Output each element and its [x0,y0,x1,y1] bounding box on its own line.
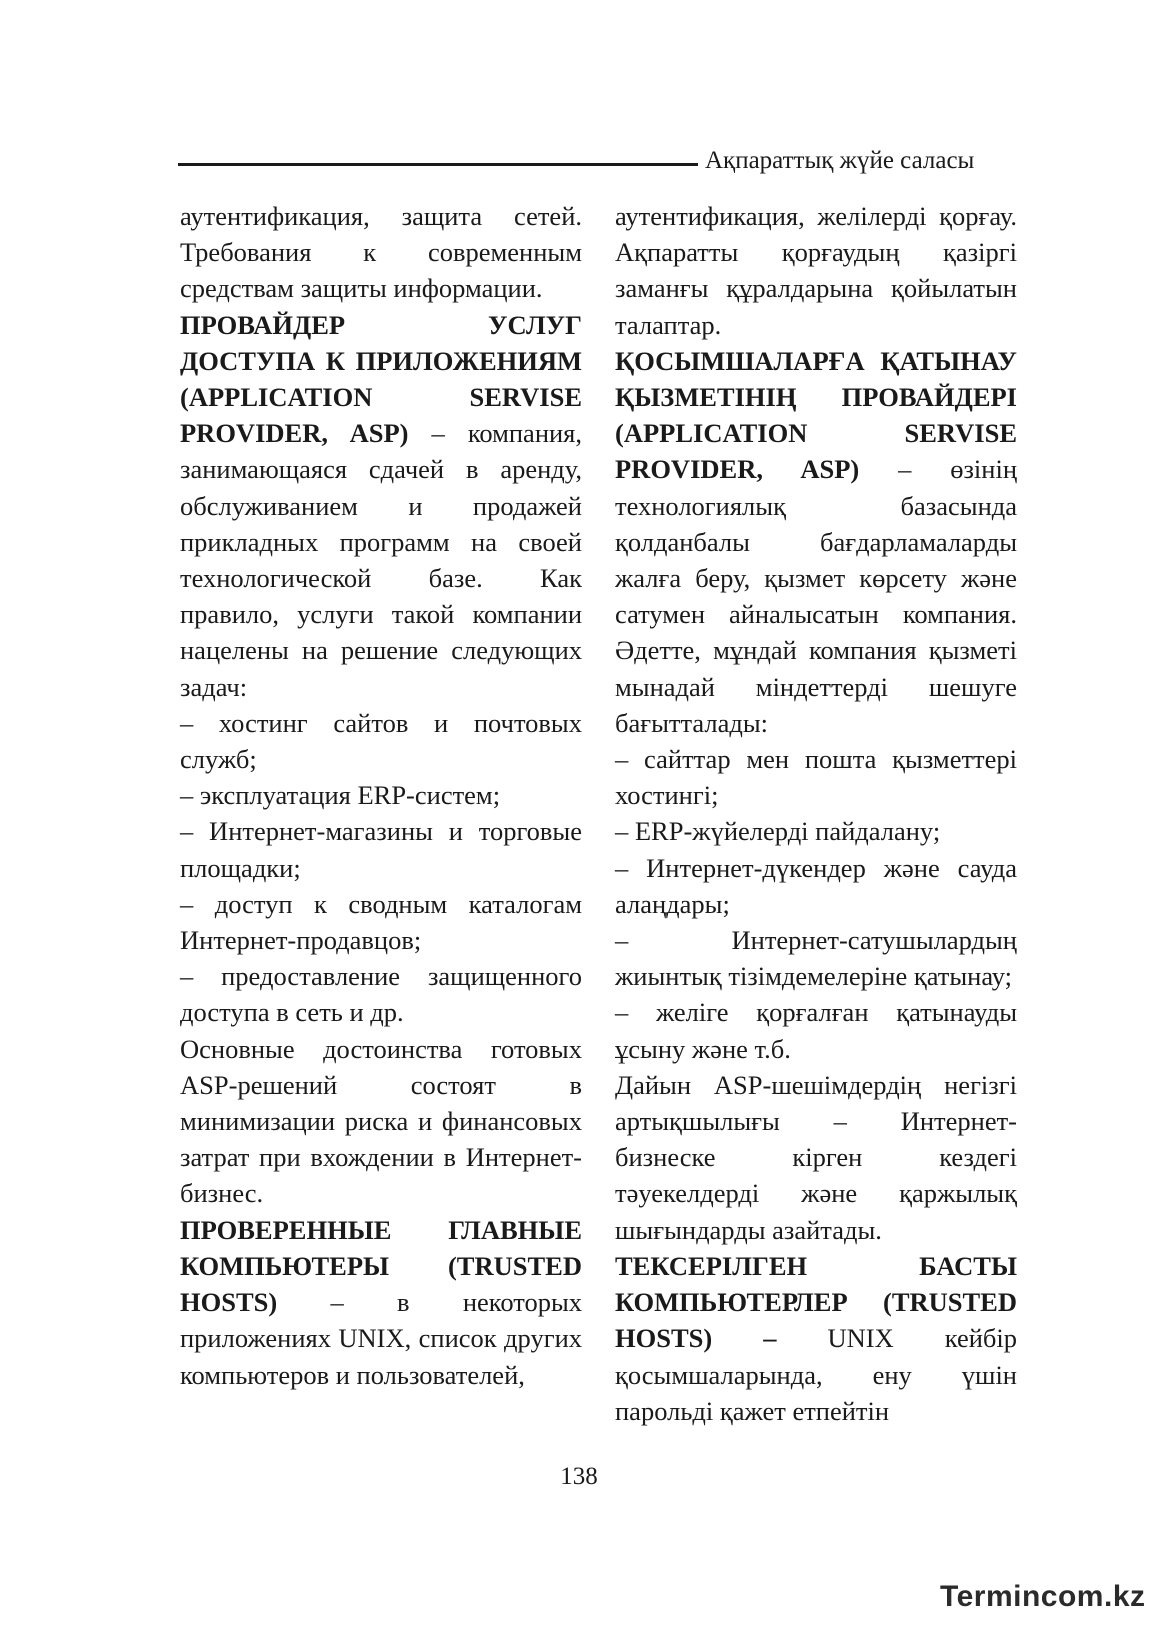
right-list-item: – Интернет-сатушылардың жиынтық тізімдемелеріне қатынау; [615,925,1017,992]
left-list-item: – Интернет-магазины и торговые площадки; [180,816,582,883]
page-number: 138 [560,1463,598,1490]
right-conclusion: Дайын ASP-шешімдердің негізгі артықшылығы – Интернет-бизнеске кірген кездегі тәуекелдерді және қаржылық шығындарды азайтады. [615,1069,1017,1245]
right-list-item: – сайттар мен пошта қызметтері хостингі; [615,744,1017,811]
left-entry-trusted-definition: – в некоторых приложениях UNIX, список других компьютеров и пользователей, [180,1287,582,1390]
right-entry-asp-definition: – өзінің технологиялық базасында қолданбалы бағдарламаларды жалға беру, қызмет көрсету және сатумен айналысатын компания. Әдетте, мұндай компания қызметі мынадай міндеттерді шешуге бағытталады: [615,454,1018,738]
right-list-item: – желіге қорғалған қатынауды ұсыну және т.б. [615,997,1017,1064]
left-list-item: – хостинг сайтов и почтовых служб; [180,707,582,775]
left-list-item: – эксплуатация ERP-систем; [180,780,501,811]
left-list-item: – доступ к сводным каталогам Интернет-продавцов; [180,888,582,956]
left-column-russian [180,198,582,1393]
left-entry-asp-definition: – компания, занимающаяся сдачей в аренду, обслуживанием и продажей прикладных программ на своей технологической базе. Как правило, услуги такой компании нацелены на решение следующих задач: [180,418,582,702]
right-list-item: – Интернет-дүкендер және сауда алаңдары; [615,852,1017,919]
running-title: Ақпараттық жүйе саласы [705,147,975,174]
left-entry-trusted-term: ПРОВЕРЕННЫЕ ГЛАВНЫЕ КОМПЬЮТЕРЫ (TRUSTED HOSTS) [180,1214,582,1318]
right-entry-asp [615,343,1017,741]
right-column-kazakh [615,198,1017,1429]
left-intro: аутентификация, защита сетей. Требования к современным средствам защиты информации. [180,201,582,304]
watermark-logo: Termincom.kz [940,1580,1146,1613]
left-entry-trusted [180,1212,582,1393]
right-entry-trusted-term: ТЕКСЕРІЛГЕН БАСТЫ КОМПЬЮТЕРЛЕР (TRUSTED HOSTS) – [615,1250,1017,1354]
right-entry-asp-term: ҚОСЫМШАЛАРҒА ҚАТЫНАУ ҚЫЗМЕТІНІҢ ПРОВАЙДЕРІ (APPLICATION SERVISE PROVIDER, ASP) [615,345,1017,485]
left-list-item: – предоставление защищенного доступа в сеть и др. [180,961,582,1028]
left-conclusion: Основные достоинства готовых ASP-решений состоят в минимизации риска и финансовых затрат при вхождении в Интернет-бизнес. [180,1033,582,1209]
right-list-item: – ERP-жүйелерді пайдалану; [615,816,941,847]
header-rule [178,163,698,166]
left-entry-asp [180,307,582,705]
left-entry-asp-term: ПРОВАЙДЕР УСЛУГ ДОСТУПА К ПРИЛОЖЕНИЯМ (APPLICATION SERVISE PROVIDER, ASP) [180,309,582,449]
right-intro: аутентификация, желілерді қорғау. Ақпаратты қорғаудың қазіргі заманғы құралдарына қойылатын талаптар. [615,201,1017,340]
right-entry-trusted-definition: UNIX кейбір қосымшаларында, ену үшін парольді қажет етпейтін [615,1323,1017,1426]
right-entry-trusted [615,1248,1017,1429]
